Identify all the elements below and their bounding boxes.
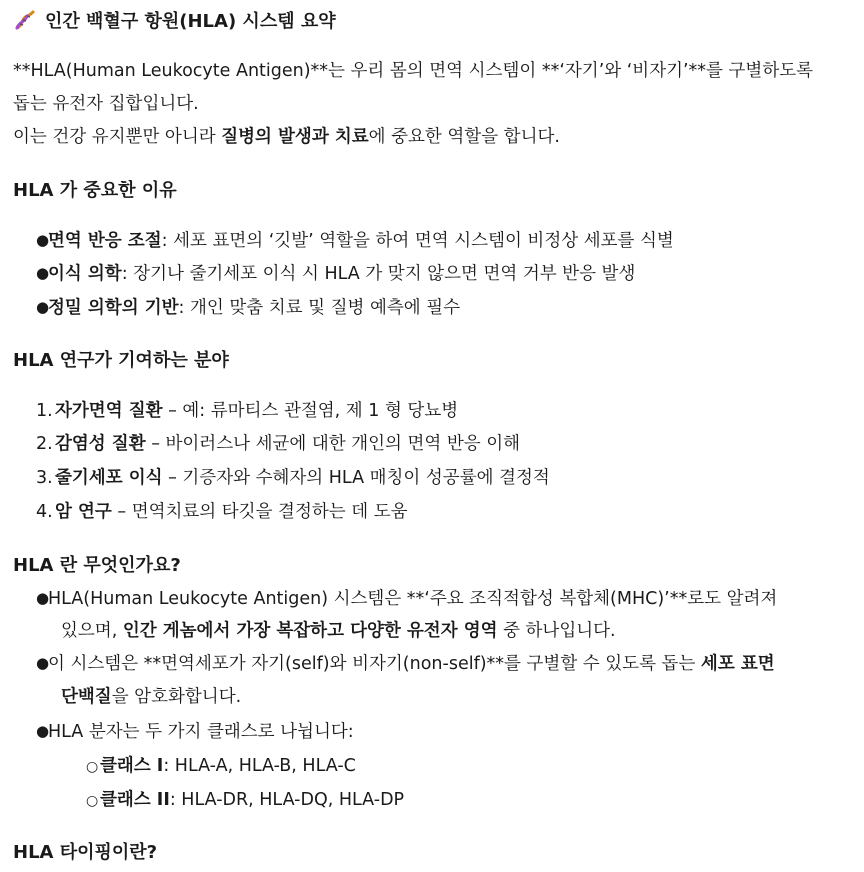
intro-paragraph-line-2: 돕는 유전자 집합입니다. [13, 94, 199, 114]
list-item: 2. 감염성 질환 – 바이러스나 세균에 대한 개인의 면역 반응 이해 [36, 434, 521, 454]
section-heading-importance: HLA 가 중요한 이유 [13, 180, 177, 201]
list-item-continuation: 있으며, 인간 게놈에서 가장 복잡하고 다양한 유전자 영역 중 하나입니다. [61, 621, 616, 641]
sub-list-item: ○ 클래스 I: HLA-A, HLA-B, HLA-C [86, 756, 356, 776]
list-item: ●면역 반응 조절: 세포 표면의 ‘깃발’ 역할을 하여 면역 시스템이 비정상 세포를 식별 [36, 231, 674, 251]
list-item: ●HLA(Human Leukocyte Antigen) 시스템은 **‘주요 조직적합성 복합체(MHC)’**로도 알려져 [36, 589, 778, 609]
dna-icon [13, 8, 37, 32]
list-item: ●정밀 의학의 기반: 개인 맞춤 치료 및 질병 예측에 필수 [36, 298, 461, 318]
section-heading-what-is: HLA 란 무엇인가요? [13, 555, 181, 576]
list-item-continuation: 단백질을 암호화합니다. [61, 687, 242, 707]
intro-paragraph-line-3: 이는 건강 유지뿐만 아니라 질병의 발생과 치료에 중요한 역할을 합니다. [13, 127, 560, 147]
list-item: 4. 암 연구 – 면역치료의 타깃을 결정하는 데 도움 [36, 502, 408, 522]
document-title: 인간 백혈구 항원(HLA) 시스템 요약 [13, 8, 336, 33]
list-item: ●이식 의학: 장기나 줄기세포 이식 시 HLA 가 맞지 않으면 면역 거부 반응 발생 [36, 264, 636, 284]
sub-list-item: ○ 클래스 II: HLA-DR, HLA-DQ, HLA-DP [86, 790, 405, 810]
list-item: 1. 자가면역 질환 – 예: 류마티스 관절염, 제 1 형 당뇨병 [36, 401, 459, 421]
intro-paragraph-line-1: **HLA(Human Leukocyte Antigen)**는 우리 몸의 면역 시스템이 **‘자기’와 ‘비자기’**를 구별하도록 [13, 61, 814, 81]
list-item: 3. 줄기세포 이식 – 기증자와 수혜자의 HLA 매칭이 성공률에 결정적 [36, 468, 550, 488]
section-heading-research: HLA 연구가 기여하는 분야 [13, 350, 229, 371]
list-item: ●이 시스템은 **면역세포가 자기(self)와 비자기(non-self)**를 구별할 수 있도록 돕는 세포 표면 [36, 654, 775, 674]
section-heading-typing: HLA 타이핑이란? [13, 842, 158, 863]
list-item: ●HLA 분자는 두 가지 클래스로 나뉩니다: [36, 722, 354, 742]
